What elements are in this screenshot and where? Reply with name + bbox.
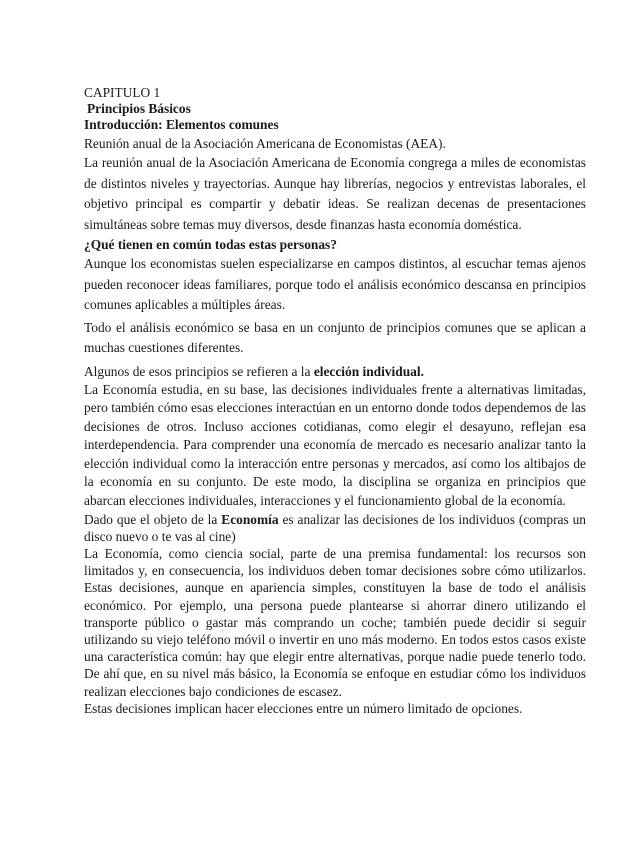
- paragraph-economics-object: [84, 511, 586, 545]
- paragraph-specialization: Aunque los economistas suelen especializarse en campos distintos, al escuchar temas ajenos pueden reconocer ideas familiares, porque todo el análisis económico descansa en principios comunes aplicables a múltiples áreas.: [84, 256, 586, 312]
- paragraph-economics-study: La Economía estudia, en su base, las decisiones individuales frente a alternativas limitadas, pero también cómo esas elecciones interactúan en un entorno donde todos dependemos de las decisiones de otros. Incluso acciones cotidianas, como elegir el desayuno, reflejan esa interdependencia. Para comprender una economía de mercado es necesario analizar tanto la elección individual como la interacción entre personas y mercados, así como los altibajos de la economía en su conjunto. De este modo, la disciplina se organiza en principios que abarcan elecciones individuales, interacciones y el funcionamiento global de la economía.: [84, 381, 586, 509]
- section-heading: Introducción: Elementos comunes: [84, 117, 279, 132]
- chapter-label: CAPITULO 1: [84, 85, 161, 100]
- document-page: [84, 85, 586, 717]
- paragraph-individual-choice: [84, 362, 586, 381]
- economics-object-suffix: es analizar las decisiones de los individuos (compras un disco nuevo o te vas al cine): [84, 511, 586, 544]
- meeting-line: Reunión anual de la Asociación Americana de Economistas (AEA).: [84, 136, 446, 151]
- chapter-subtitle: Principios Básicos: [87, 101, 191, 116]
- paragraph-scarcity: La Economía, como ciencia social, parte de una premisa fundamental: los recursos son limitados y, en consecuencia, los individuos deben tomar decisiones sobre cómo utilizarlos. Estas decisiones, aunque en apariencia simples, constituyen la base de todo el análisis económico. Por ejemplo, una persona puede plantearse si ahorrar dinero utilizando el transporte público o gastar más comprando un coche; también puede decidir si seguir utilizando su viejo teléfono móvil o invertir en uno más moderno. En todos estos casos existe una característica común: hay que elegir entre alternativas, porque nadie puede tenerlo todo. De ahí que, en su nivel más básico, la Economía se enfoque en estudiar cómo los individuos realizan elecciones bajo condiciones de escasez.: [84, 546, 586, 699]
- economics-object-bold: Economía: [221, 511, 279, 527]
- paragraph-common-principles: Todo el análisis económico se basa en un conjunto de principios comunes que se aplican a muchas cuestiones diferentes.: [84, 319, 586, 355]
- economics-object-prefix: Dado que el objeto de la: [84, 511, 222, 527]
- paragraph-limited-options: Estas decisiones implican hacer elecciones entre un número limitado de opciones.: [84, 700, 523, 716]
- question-heading: ¿Qué tienen en común todas estas personas?: [84, 237, 337, 252]
- paragraph-meeting: La reunión anual de la Asociación Americana de Economía congrega a miles de economistas de distintos niveles y trayectorias. Aunque hay librerías, negocios y entrevistas laborales, el objetivo principal es compartir y debatir ideas. Se realizan decenas de presentaciones simultáneas sobre temas muy diversos, desde finanzas hasta economía doméstica.: [84, 155, 586, 232]
- individual-choice-bold: elección individual.: [313, 363, 424, 379]
- individual-choice-text: Algunos de esos principios se refieren a la: [84, 363, 314, 379]
